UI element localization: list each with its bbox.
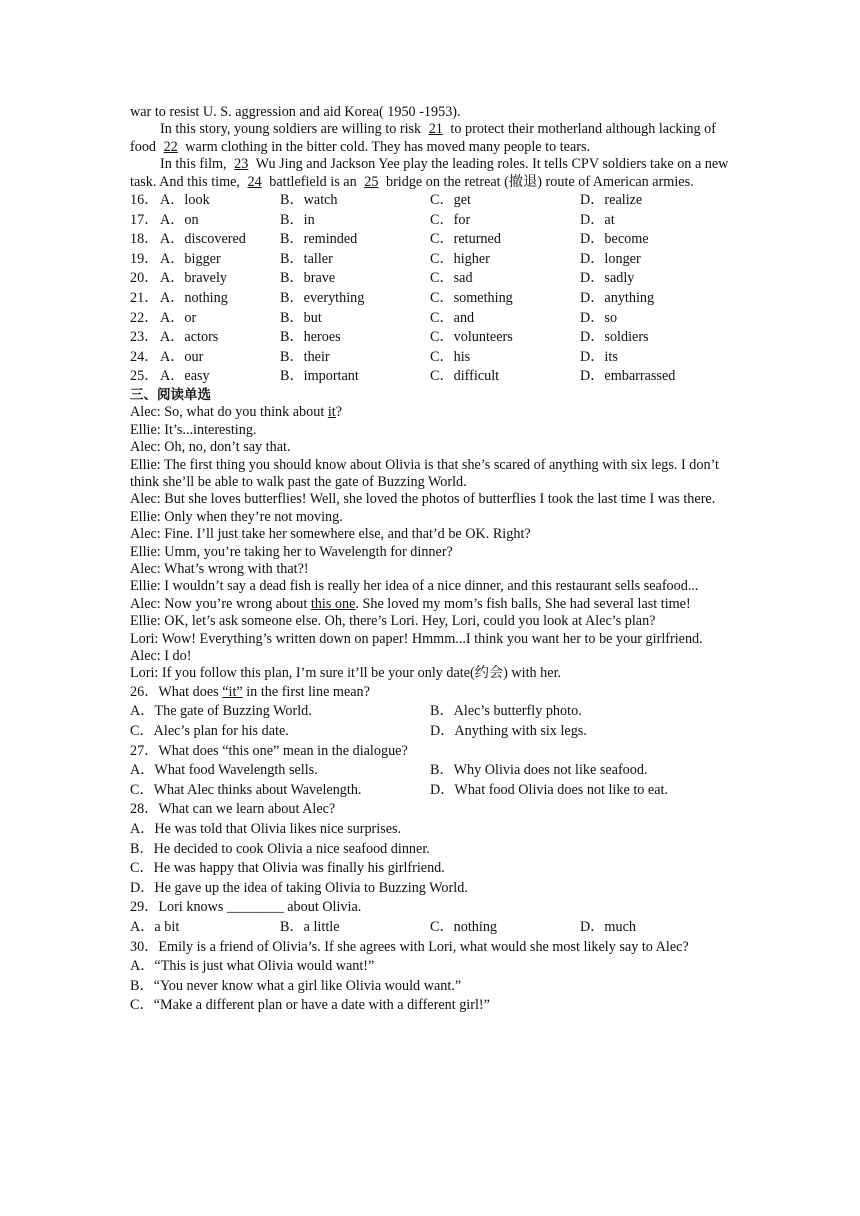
blank-22: 22 bbox=[163, 138, 178, 155]
dialogue-line: Lori: Wow! Everything’s written down on paper! Hmmm...I think you want her to be your girlfriend. bbox=[130, 630, 703, 647]
cloze-paragraph-3: In this film, 23 Wu Jing and Jackson Yee play the leading roles. It tells CPV soldiers take on a new task. And this time, 24 battlefield is an 25 bridge on the retreat (撤退) route of American armies. bbox=[130, 156, 729, 190]
dialogue-line: Alec: What’s wrong with that?! bbox=[130, 561, 309, 578]
document-page bbox=[130, 104, 740, 1016]
question-30 bbox=[130, 938, 740, 1016]
option-a: A．He was told that Olivia likes nice surprises. bbox=[130, 821, 402, 838]
dialogue-line: Alec: I do! bbox=[130, 648, 192, 665]
question-26 bbox=[130, 683, 740, 742]
option-c: C．Alec’s plan for his date. bbox=[130, 723, 289, 740]
dialogue-line: Ellie: The first thing you should know about Olivia is that she’s scared of anything with six legs. I don’t think she’ll be able to walk past the gate of Buzzing World. bbox=[130, 456, 719, 490]
blank-23: 23 bbox=[234, 156, 249, 173]
dialogue-line: Ellie: Umm, you’re taking her to Wavelength for dinner? bbox=[130, 543, 453, 560]
blank-25: 25 bbox=[364, 173, 379, 190]
cloze-intro-line: war to resist U. S. aggression and aid Korea( 1950 -1953). bbox=[130, 104, 461, 120]
question-stem: 26．What does “it” in the first line mean? bbox=[130, 683, 370, 700]
question-stem: 28．What can we learn about Alec? bbox=[130, 801, 336, 818]
option-row-24: 24． A．our B．their C．his D．its bbox=[130, 348, 618, 365]
option-c: C．He was happy that Olivia was finally his girlfriend. bbox=[130, 860, 445, 877]
option-row-16: 16． A．look B．watch C．get D．realize bbox=[130, 192, 643, 209]
question-stem: 29．Lori knows ________ about Olivia. bbox=[130, 899, 362, 916]
option-a: A．The gate of Buzzing World. bbox=[130, 703, 312, 720]
dialogue-line: Ellie: It’s...interesting. bbox=[130, 421, 257, 438]
option-b: B．a little bbox=[280, 919, 340, 935]
question-29 bbox=[130, 898, 740, 937]
option-row-20: 20． A．bravely B．brave C．sad D．sadly bbox=[130, 270, 635, 287]
option-c: C．“Make a different plan or have a date with a different girl!” bbox=[130, 997, 490, 1014]
dialogue-line: Alec: So, what do you think about it? bbox=[130, 404, 343, 421]
option-row-23: 23． A．actors B．heroes C．volunteers D．soldiers bbox=[130, 329, 649, 346]
option-row-19: 19． A．bigger B．taller C．higher D．longer bbox=[130, 250, 641, 267]
option-b: B．Why Olivia does not like seafood. bbox=[430, 762, 648, 779]
dialogue-line: Ellie: Only when they’re not moving. bbox=[130, 508, 343, 525]
option-d: D．Anything with six legs. bbox=[430, 723, 587, 740]
option-row-18: 18． A．discovered B．reminded C．returned D．become bbox=[130, 231, 649, 248]
option-c: C．nothing bbox=[430, 919, 498, 935]
dialogue-line: Alec: Oh, no, don’t say that. bbox=[130, 439, 291, 456]
question-stem: 27．What does “this one” mean in the dialogue? bbox=[130, 742, 408, 759]
dialogue-line: Alec: Fine. I’ll just take her somewhere else, and that’d be OK. Right? bbox=[130, 526, 531, 543]
cloze-options bbox=[130, 191, 740, 387]
option-row-22: 22． A．or B．but C．and D．so bbox=[130, 309, 618, 326]
blank-21: 21 bbox=[428, 121, 443, 138]
option-a: A．“This is just what Olivia would want!” bbox=[130, 958, 375, 975]
blank-24: 24 bbox=[247, 173, 262, 190]
section-title: 三、阅读单选 bbox=[130, 386, 211, 403]
option-d: D．much bbox=[580, 919, 636, 935]
option-row-25: 25． A．easy B．important C．difficult D．embarrassed bbox=[130, 368, 676, 385]
option-row-17: 17． A．on B．in C．for D．at bbox=[130, 211, 615, 228]
dialogue-line: Lori: If you follow this plan, I’m sure it’ll be your only date(约会) with her. bbox=[130, 665, 562, 682]
dialogue-line: Ellie: OK, let’s ask someone else. Oh, there’s Lori. Hey, Lori, could you look at Alec’s plan? bbox=[130, 613, 656, 630]
dialogue-line: Alec: But she loves butterflies! Well, she loved the photos of butterflies I took the last time I was there. bbox=[130, 491, 716, 508]
question-27 bbox=[130, 742, 740, 801]
option-b: B．Alec’s butterfly photo. bbox=[430, 703, 582, 720]
dialogue-line: Alec: Now you’re wrong about this one. She loved my mom’s fish balls, She had several last time! bbox=[130, 595, 691, 612]
option-c: C．What Alec thinks about Wavelength. bbox=[130, 781, 362, 798]
option-d: D．What food Olivia does not like to eat. bbox=[430, 781, 668, 798]
option-b: B．He decided to cook Olivia a nice seafood dinner. bbox=[130, 840, 430, 857]
cloze-paragraph-2: In this story, young soldiers are willing to risk 21 to protect their motherland although lacking of food 22 warm clothing in the bitter cold. They has moved many people to tears. bbox=[130, 121, 716, 155]
dialogue bbox=[130, 404, 740, 683]
option-b: B．“You never know what a girl like Olivia would want.” bbox=[130, 977, 462, 994]
option-row-21: 21． A．nothing B．everything C．something D．anything bbox=[130, 290, 655, 306]
option-a: A．a bit bbox=[130, 919, 180, 935]
option-a: A．What food Wavelength sells. bbox=[130, 762, 318, 779]
dialogue-line: Ellie: I wouldn’t say a dead fish is really her idea of a nice dinner, and this restaurant sells seafood... bbox=[130, 578, 699, 595]
question-stem: 30．Emily is a friend of Olivia’s. If she agrees with Lori, what would she most likely say to Alec? bbox=[130, 938, 689, 955]
option-d: D．He gave up the idea of taking Olivia to Buzzing World. bbox=[130, 879, 468, 896]
question-28 bbox=[130, 800, 740, 898]
